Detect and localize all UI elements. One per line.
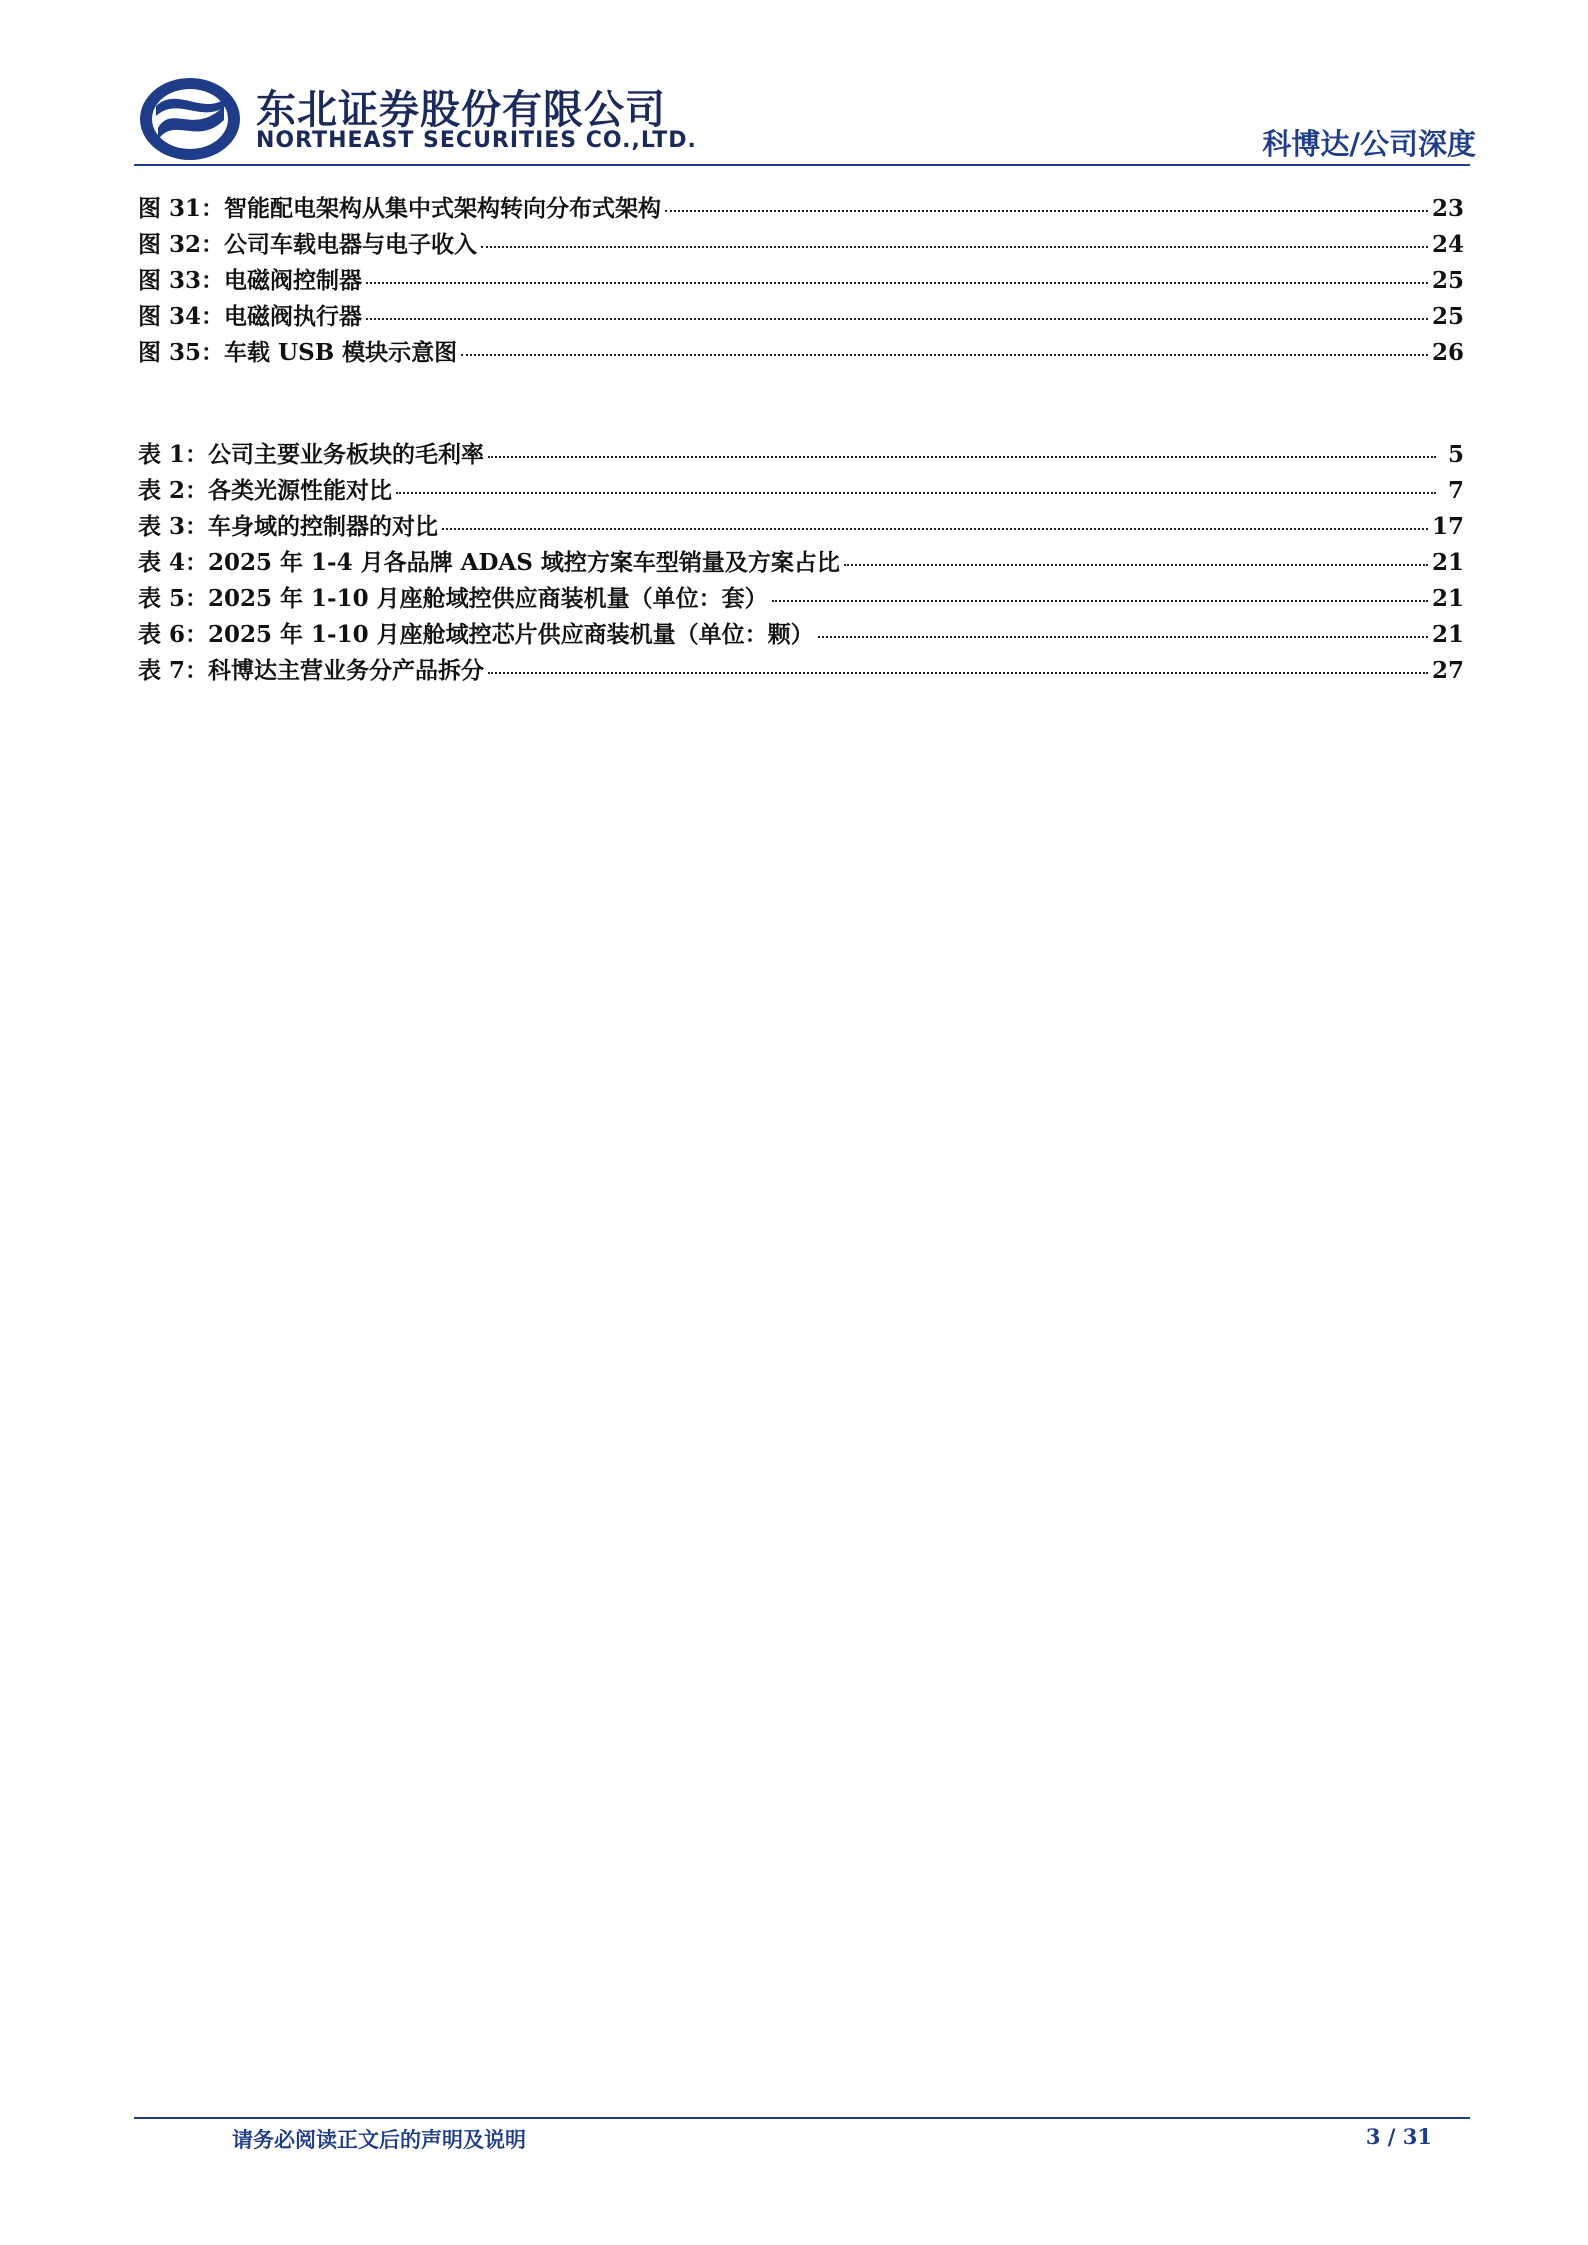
toc-entry[interactable] [138,544,1464,580]
toc-entry-page: 21 [1431,585,1464,612]
dot-leader [488,672,1428,674]
toc-entry[interactable] [138,652,1464,688]
toc-entry[interactable] [138,262,1464,298]
report-tag: 科博达/公司深度 [1262,127,1476,161]
toc-entry-page: 25 [1431,303,1464,330]
toc-entry-label: 表 7：科博达主营业务分产品拆分 [138,657,485,684]
header-divider [134,164,1470,166]
company-name-en: NORTHEAST SECURITIES CO.,LTD. [256,128,697,153]
toc-entry-label: 图 34：电磁阀执行器 [138,303,363,330]
toc-entry[interactable] [138,472,1464,508]
toc-entry[interactable] [138,298,1464,334]
dot-leader [366,318,1428,320]
dot-leader [818,636,1428,638]
toc-entry-page: 7 [1447,477,1464,504]
toc-entry[interactable] [138,508,1464,544]
dot-leader [396,492,1436,494]
toc-entry-page: 17 [1431,513,1464,540]
footer-disclaimer: 请务必阅读正文后的声明及说明 [232,2127,526,2152]
dot-leader [481,246,1428,248]
toc-entry-label: 图 33：电磁阀控制器 [138,267,363,294]
toc-entry-page: 25 [1431,267,1464,294]
dot-leader [772,600,1428,602]
dot-leader [442,528,1428,530]
toc-entry[interactable] [138,580,1464,616]
dot-leader [366,282,1428,284]
toc-entry-label: 表 1：公司主要业务板块的毛利率 [138,441,485,468]
toc-entry[interactable] [138,190,1464,226]
toc-entry-label: 图 35：车载 USB 模块示意图 [138,339,458,366]
dot-leader [461,354,1428,356]
footer-divider [134,2117,1470,2119]
toc-entry-page: 26 [1431,339,1464,366]
toc-entry-page: 21 [1431,549,1464,576]
toc-entry-page: 23 [1431,195,1464,222]
northeast-securities-logo-icon [138,76,242,162]
toc-entry-label: 图 32：公司车载电器与电子收入 [138,231,478,258]
toc-entry-label: 表 5：2025 年 1-10 月座舱域控供应商装机量（单位：套） [138,585,768,612]
toc-entry[interactable] [138,616,1464,652]
toc-entry-page: 21 [1431,621,1464,648]
page-header [0,0,1588,170]
toc-entry-page: 5 [1447,441,1464,468]
toc-entry-page: 24 [1431,231,1464,258]
dot-leader [665,210,1428,212]
table-index [138,436,1464,688]
toc-entry-label: 图 31：智能配电架构从集中式架构转向分布式架构 [138,195,662,222]
company-name-cn: 东北证券股份有限公司 [256,87,666,133]
dot-leader [844,564,1428,566]
page-number: 3 / 31 [1365,2124,1432,2149]
dot-leader [488,456,1436,458]
toc-entry-label: 表 4：2025 年 1-4 月各品牌 ADAS 域控方案车型销量及方案占比 [138,549,840,576]
toc-entry-page: 27 [1431,657,1464,684]
toc-entry-label: 表 6：2025 年 1-10 月座舱域控芯片供应商装机量（单位：颗） [138,621,814,648]
toc-entry[interactable] [138,334,1464,370]
toc-entry-label: 表 2：各类光源性能对比 [138,477,393,504]
figure-index [138,190,1464,370]
toc-entry[interactable] [138,436,1464,472]
toc-entry[interactable] [138,226,1464,262]
toc-entry-label: 表 3：车身域的控制器的对比 [138,513,439,540]
